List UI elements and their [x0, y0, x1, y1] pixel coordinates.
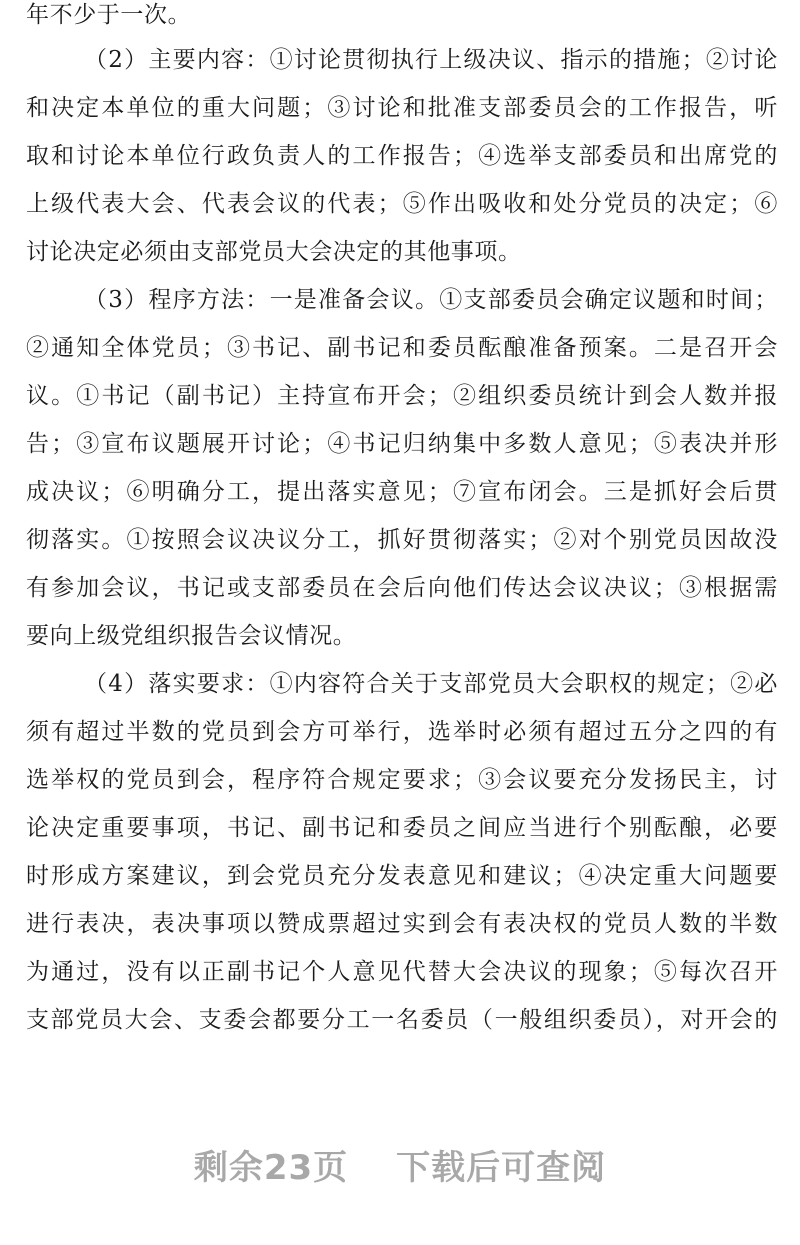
download-prompt[interactable] [0, 1140, 800, 1189]
text-line: 议。①书记（副书记）主持宣布开会；②组织委员统计到会人数并报 [26, 383, 778, 409]
text-line: 论决定重要事项，书记、副书记和委员之间应当进行个别酝酿，必要 [26, 815, 778, 841]
text-line: 取和讨论本单位行政负责人的工作报告；④选举支部委员和出席党的 [26, 143, 778, 169]
text-line: 成决议；⑥明确分工，提出落实意见；⑦宣布闭会。三是抓好会后贯 [26, 479, 778, 505]
text-line: 年不少于一次。 [26, 2, 192, 28]
text-line: 进行表决，表决事项以赞成票超过实到会有表决权的党员人数的半数 [26, 911, 778, 937]
text-line: 彻落实。①按照会议决议分工，抓好贯彻落实；②对个别党员因故没 [26, 527, 778, 553]
text-line: 选举权的党员到会，程序符合规定要求；③会议要充分发扬民主，讨 [26, 767, 778, 793]
text-line: 和决定本单位的重大问题；③讨论和批准支部委员会的工作报告，听 [26, 95, 778, 121]
text-line: 有参加会议，书记或支部委员在会后向他们传达会议决议；③根据需 [26, 575, 778, 601]
text-line: 告；③宣布议题展开讨论；④书记归纳集中多数人意见；⑤表决并形 [26, 431, 778, 457]
text-line: 为通过，没有以正副书记个人意见代替大会决议的现象；⑤每次召开 [26, 959, 778, 985]
text-line: 上级代表大会、代表会议的代表；⑤作出吸收和处分党员的决定；⑥ [26, 191, 778, 217]
text-line: 要向上级党组织报告会议情况。 [26, 623, 357, 649]
text-line: ②通知全体党员；③书记、副书记和委员酝酿准备预案。二是召开会 [26, 335, 778, 361]
text-line: 时形成方案建议，到会党员充分发表意见和建议；④决定重大问题要 [26, 863, 778, 889]
text-line: （4）落实要求：①内容符合关于支部党员大会职权的规定；②必 [84, 671, 778, 697]
text-line: 须有超过半数的党员到会方可举行，选举时必须有超过五分之四的有 [26, 719, 778, 745]
text-line: （3）程序方法：一是准备会议。①支部委员会确定议题和时间； [84, 287, 778, 313]
text-line: 讨论决定必须由支部党员大会决定的其他事项。 [26, 239, 522, 265]
text-line: （2）主要内容：①讨论贯彻执行上级决议、指示的措施；②讨论 [84, 47, 778, 73]
text-line: 支部党员大会、支委会都要分工一名委员（一般组织委员），对开会的 [26, 1007, 778, 1033]
remaining-pages-text[interactable]: 剩余23页 [193, 1148, 349, 1188]
download-to-view-text[interactable]: 下载后可查阅 [396, 1148, 607, 1188]
